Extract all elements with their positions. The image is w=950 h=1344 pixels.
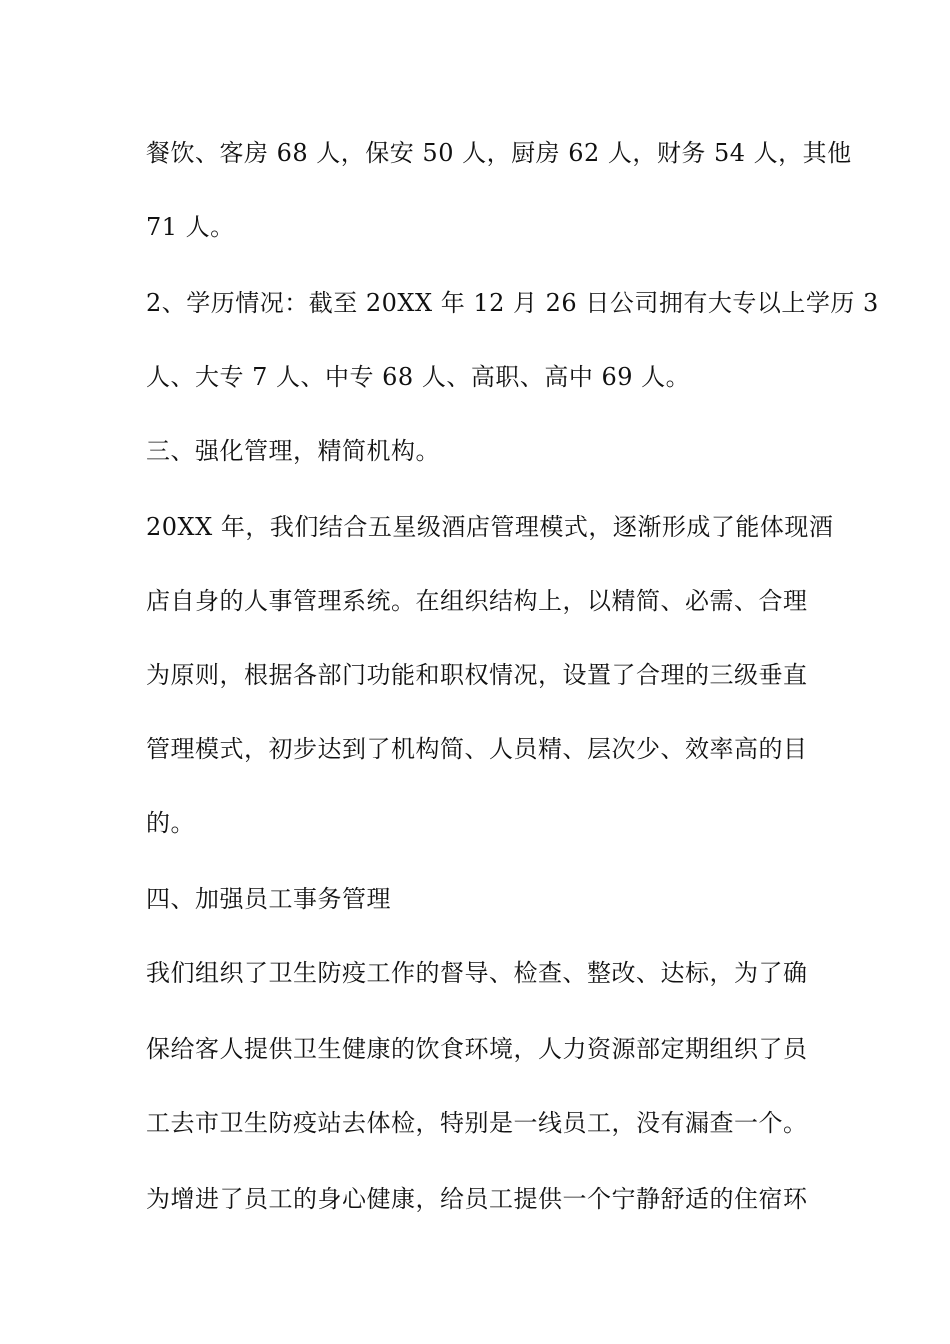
paragraph-line: 人、大专 7 人、中专 68 人、高职、高中 69 人。 bbox=[146, 363, 691, 391]
paragraph-line: 2、学历情况：截至 20XX 年 12 月 26 日公司拥有大专以上学历 3 bbox=[146, 289, 879, 317]
paragraph-line: 我们组织了卫生防疫工作的督导、检查、整改、达标，为了确 bbox=[146, 959, 808, 987]
paragraph-line: 为原则，根据各部门功能和职权情况，设置了合理的三级垂直 bbox=[146, 661, 808, 689]
paragraph-line: 为增进了员工的身心健康，给员工提供一个宁静舒适的住宿环 bbox=[146, 1185, 808, 1213]
paragraph-line: 保给客人提供卫生健康的饮食环境，人力资源部定期组织了员 bbox=[146, 1035, 808, 1063]
paragraph-line: 20XX 年，我们结合五星级酒店管理模式，逐渐形成了能体现酒 bbox=[146, 513, 834, 541]
paragraph-line: 管理模式，初步达到了机构简、人员精、层次少、效率高的目 bbox=[146, 735, 808, 763]
paragraph-line: 餐饮、客房 68 人，保安 50 人，厨房 62 人，财务 54 人，其他 bbox=[146, 139, 852, 167]
paragraph-line: 店自身的人事管理系统。在组织结构上，以精简、必需、合理 bbox=[146, 587, 808, 615]
paragraph-line: 71 人。 bbox=[146, 213, 235, 241]
section-heading: 三、强化管理，精简机构。 bbox=[146, 437, 440, 465]
paragraph-line: 工去市卫生防疫站去体检，特别是一线员工，没有漏查一个。 bbox=[146, 1109, 808, 1137]
paragraph-line: 的。 bbox=[146, 809, 195, 837]
section-heading: 四、加强员工事务管理 bbox=[146, 885, 391, 913]
